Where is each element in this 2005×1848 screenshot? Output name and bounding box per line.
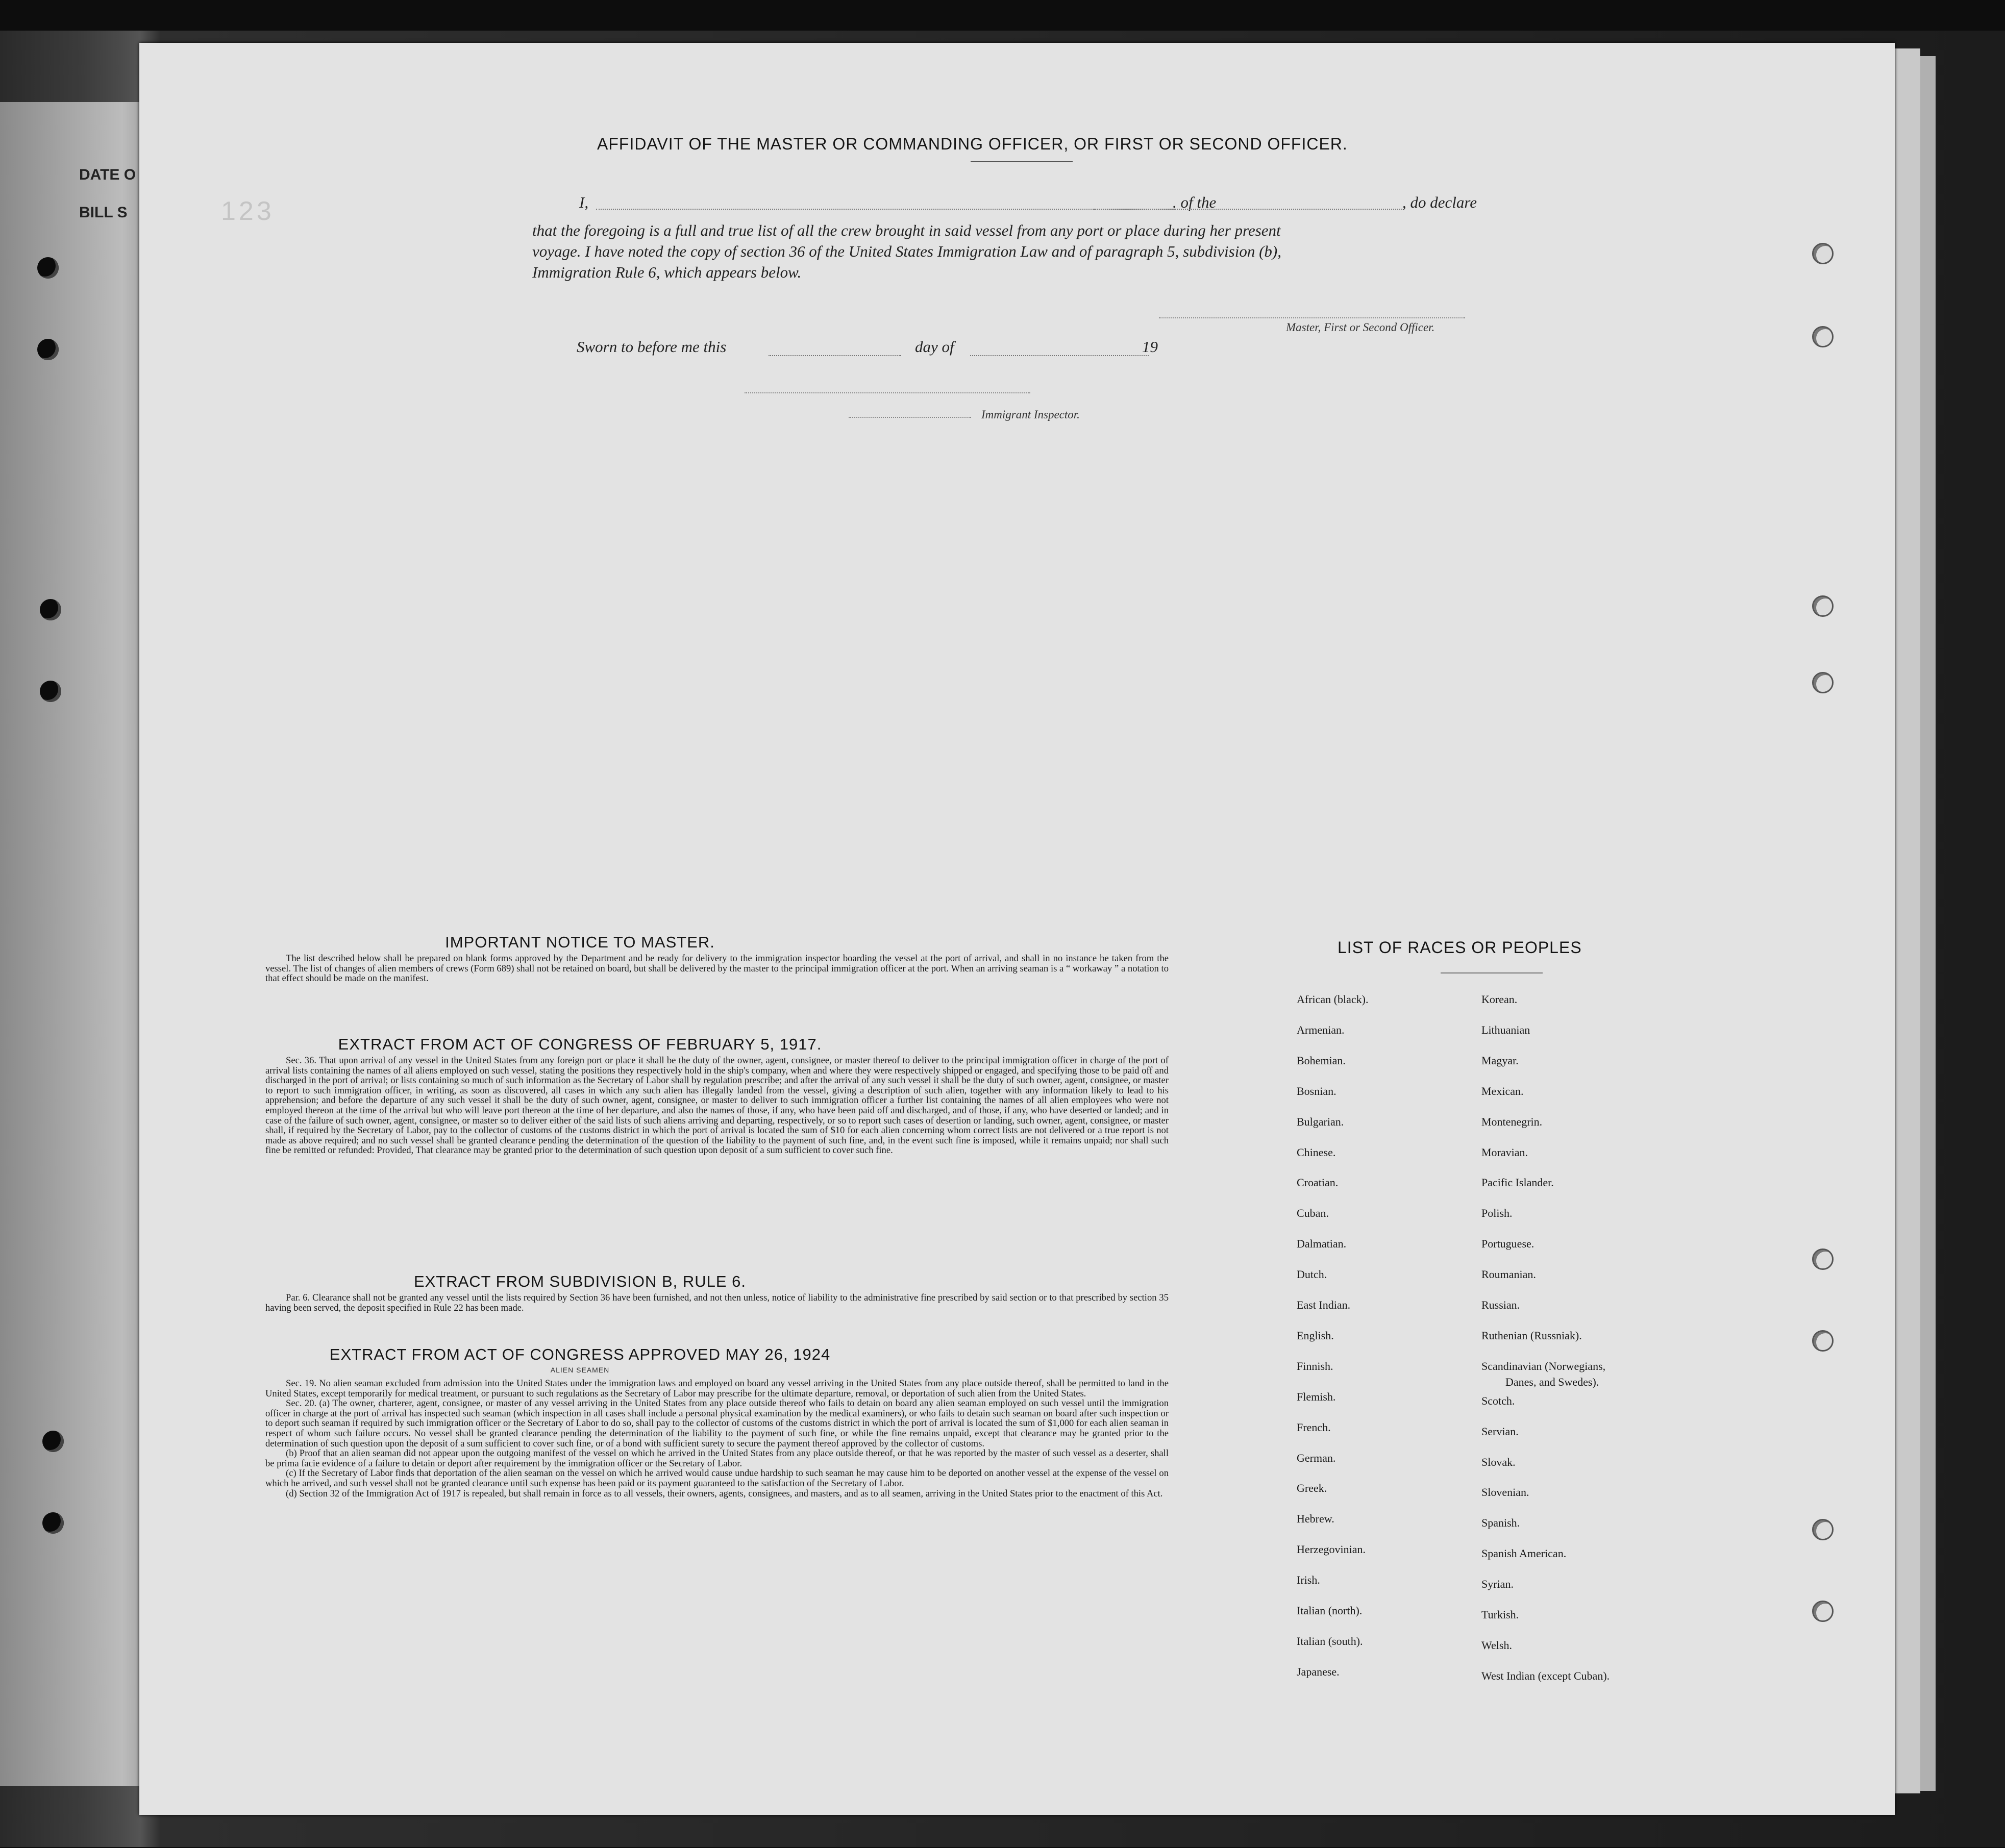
race-left-item: Herzegovinian. [1297,1543,1366,1556]
race-left-item: Italian (south). [1297,1634,1363,1647]
race-right-item: West Indian (except Cuban). [1481,1669,1610,1682]
race-right-item: Scandinavian (Norwegians, [1481,1359,1606,1372]
inspector-sign-line [745,392,1030,393]
race-left-item: Japanese. [1297,1665,1340,1678]
notice-title: IMPORTANT NOTICE TO MASTER. [445,933,715,951]
race-left-item: Chinese. [1297,1145,1336,1159]
race-left-item: Cuban. [1297,1207,1329,1220]
race-left-item: Dalmatian. [1297,1237,1347,1251]
race-right-item: Pacific Islander. [1481,1176,1554,1189]
race-left-item: English. [1297,1329,1334,1342]
punch-hole [1812,1248,1834,1270]
extract-1924-text [265,1379,1169,1499]
sworn-day-line [769,355,901,356]
sworn-month-line [970,355,1149,356]
punch-hole [1812,672,1834,693]
affidavit-i: I, [579,193,589,211]
extract-rule6-text: Par. 6. Clearance shall not be granted any vessel until the lists required by Section 36 have been furnished, and not then unless, notice of liability to the administrative fine prescribed by said section or to that prescribed by section 35 having been served, the deposit specified in Rule 22 has been made. [265,1292,1169,1313]
notice-text: The list described below shall be prepared on blank forms approved by the Department and be ready for delivery to the immigration inspector boarding the vessel at the port of arrival, and shall in no instance be taken from the vessel. The list of changes of alien members of crews (Form 689) shall not be retained on board, but shall be delivered by the master to the principal immigration officer at the port. When an arriving seaman is a “ workaway ” a notation to that effect should be made on the manifest. [265,953,1169,984]
race-left-item: Bulgarian. [1297,1115,1344,1128]
race-right-item: Slovak. [1481,1455,1516,1468]
affidavit-line4: Immigration Rule 6, which appears below. [532,263,802,281]
section-20b: (b) Proof that an alien seaman did not appear upon the outgoing manifest of the vessel on which he arrived in the United States from any place outside thereof, or that he was reported by the master of such vessel as a deserter, shall be prima facie evidence of a failure to detain or deport after requirement by the immigration officer or the Secretary of Labor. [265,1448,1169,1469]
race-left-item: Dutch. [1297,1268,1327,1281]
signature-caption: Master, First or Second Officer. [1286,321,1435,334]
underlying-sheet [0,102,153,1786]
race-right-item: Roumanian. [1481,1268,1536,1281]
affidavit-title: AFFIDAVIT OF THE MASTER OR COMMANDING OFFICER, OR FIRST OR SECOND OFFICER. [597,135,1348,153]
extract-1917-text: Sec. 36. That upon arrival of any vessel in the United States from any foreign port or place it shall be the duty of the owner, agent, consignee, or master thereof to deliver to the principal immigration officer in charge of the port of arrival lists containing the names of all aliens employed on such vessel, stating the positions they respectively hold in the ship's company, when and where they were respectively shipped or engaged, and specifying those to be paid off and discharged in the port of arrival; or lists containing so much of such information as the Secretary of Labor shall by regulation prescribe; and after the arrival of any such vessel it shall be the duty of such owner, agent, consignee, or master to report to such immigration officer, in writing, as soon as discovered, all cases in which any such alien has illegally landed from the vessel, giving a description of such alien, together with any information likely to lead to his apprehension; and before the departure of any such vessel it shall be the duty of such owner, agent, consignee, or master to deliver to such immigration officer a further list containing the names of all alien employees who were not employed thereon at the time of the arrival but who will leave port thereon at the time of her departure, and also the names of those, if any, who have been paid off and discharged, and of those, if any, who have deserted or landed; and in case of the failure of such owner, agent, consignee, or master so to deliver either of the said lists of such aliens arriving and departing, respectively, or so to report such cases of desertion or landing, such owner, agent, consignee, or master shall, if required by the Secretary of Labor, pay to the collector of customs of the customs district in which the port of arrival is located the sum of $10 for each alien concerning whom correct lists are not delivered or a true report is not made as above required; and no such vessel shall be granted clearance pending the determination of the question of the liability to the payment of such fine, and, in the event such fine is imposed, while it remains unpaid; nor shall such fine be remitted or refunded: Provided, That clearance may be granted prior to the determination of such question upon deposit of a sum sufficient to cover such fine. [265,1055,1169,1156]
race-right-item: Welsh. [1481,1638,1512,1652]
extract-1924-title: EXTRACT FROM ACT OF CONGRESS APPROVED MAY 26, 1924 [329,1345,831,1363]
day-of: day of [915,338,954,356]
race-right-item: Slovenian. [1481,1486,1529,1499]
race-left-item: Croatian. [1297,1176,1339,1189]
race-left-item: East Indian. [1297,1298,1351,1311]
races-title: LIST OF RACES OR PEOPLES [1338,938,1582,957]
race-left-item: German. [1297,1451,1336,1464]
races-underline [1441,972,1543,973]
name-line [596,209,1175,210]
race-right-item: Moravian. [1481,1145,1528,1159]
section-20c: (c) If the Secretary of Labor finds that deportation of the alien seaman on the vessel on which he arrived would cause undue hardship to such seaman he may cause him to be deported on another vessel at the expense of the vessel on which he arrived, and such vessel shall not be granted clearance until such expense has been paid or its payment guaranteed to the satisfaction of the Secretary of Labor. [265,1468,1169,1489]
signature-line [1159,317,1465,318]
race-left-item: Hebrew. [1297,1512,1334,1526]
title-underline [971,161,1073,162]
vessel-line [1094,209,1402,210]
race-left-item: Italian (north). [1297,1604,1363,1617]
race-continuation: Danes, and Swedes). [1505,1376,1599,1388]
punch-hole [1812,243,1834,264]
race-right-item: Korean. [1481,993,1518,1006]
affidavit-of-the: . of the [1173,193,1217,211]
punch-hole [1812,1601,1834,1622]
punch-hole [37,339,59,360]
page-number: 123 [221,196,275,226]
extract-1924-subtitle: ALIEN SEAMEN [550,1366,610,1374]
race-right-item: Montenegrin. [1481,1115,1543,1128]
race-left-item: Greek. [1297,1482,1327,1495]
side-label-date: DATE O [79,166,136,183]
race-left-item: French. [1297,1420,1331,1434]
race-right-item: Russian. [1481,1298,1520,1311]
punch-hole [1812,595,1834,617]
punch-hole [1812,326,1834,347]
affidavit-declare: , do declare [1402,193,1477,211]
section-20d: (d) Section 32 of the Immigration Act of 1917 is repealed, but shall remain in force as to all vessels, their owners, agents, consignees, and masters, and as to all seamen, arriving in the United States prior to the enactment of this Act. [286,1488,1163,1499]
inspector-name-line [849,417,971,418]
race-left-item: Armenian. [1297,1023,1345,1036]
document-page [139,43,1895,1815]
race-right-item: Turkish. [1481,1608,1519,1621]
affidavit-line3: voyage. I have noted the copy of section 36 of the United States Immigration Law and of paragraph 5, subdivision (b), [532,242,1281,260]
race-right-item: Spanish. [1481,1516,1520,1530]
punch-hole [42,1431,64,1452]
affidavit-line2: that the foregoing is a full and true list of all the crew brought in said vessel from any port or place during her present [532,221,1281,239]
race-right-item: Lithuanian [1481,1023,1530,1036]
punch-hole [1812,1330,1834,1352]
race-left-item: Irish. [1297,1574,1320,1587]
punch-hole [37,257,59,279]
section-19: Sec. 19. No alien seaman excluded from admission into the United States under the immigration laws and employed on board any vessel arriving in the United States from any place outside thereof, shall be permitted to land in the United States, except temporarily for medical treatment, or pursuant to such regulations as the Secretary of Labor may prescribe for the ultimate departure, removal, or deportation of such alien from the United States. [265,1378,1169,1399]
inspector-caption: Immigrant Inspector. [981,408,1080,421]
race-right-item: Ruthenian (Russniak). [1481,1329,1582,1342]
race-right-item: Servian. [1481,1425,1519,1438]
race-right-item: Portuguese. [1481,1237,1534,1251]
punch-hole [40,599,61,620]
section-20a: Sec. 20. (a) The owner, charterer, agent, consignee, or master of any vessel arriving in the United States from any place outside thereof who fails to detain on board any alien seaman employed on such vessel until the immigration officer in charge at the port of arrival has inspected such seaman (which inspection in all cases shall include a personal physical examination by the medical examiners), or who fails to detain such seaman on board after such inspection or to deport such seaman if required by such immigration officer or the Secretary of Labor to do so, shall pay to the collector of customs of the customs district in which the port of arrival is located the sum of $1,000 for each alien seaman in respect of whom such failure occurs. No vessel shall be granted clearance pending the determination of the liability to the payment of such fine, or while the fine remains unpaid, except that clearance may be granted prior to the determination of such question upon the deposit of a sum sufficient to cover such fine, or of a bond with sufficient surety to secure the payment thereof approved by the collector of customs. [265,1398,1169,1449]
extract-rule6-title: EXTRACT FROM SUBDIVISION B, RULE 6. [413,1272,747,1290]
race-right-item: Syrian. [1481,1578,1514,1591]
punch-hole [42,1512,64,1534]
side-label-bill: BILL S [79,204,128,221]
race-left-item: Finnish. [1297,1359,1333,1372]
race-left-item: Bosnian. [1297,1084,1336,1097]
race-left-item: Flemish. [1297,1390,1336,1403]
year-prefix: 19 [1142,338,1158,356]
race-right-item: Spanish American. [1481,1547,1567,1560]
race-right-item: Scotch. [1481,1394,1515,1407]
race-right-item: Mexican. [1481,1084,1524,1097]
sworn-text: Sworn to before me this [577,338,727,356]
race-left-item: African (black). [1297,993,1369,1006]
race-right-item: Magyar. [1481,1054,1519,1067]
race-right-item: Polish. [1481,1207,1513,1220]
punch-hole [1812,1519,1834,1540]
punch-hole [40,681,61,702]
race-left-item: Bohemian. [1297,1054,1346,1067]
extract-1917-title: EXTRACT FROM ACT OF CONGRESS OF FEBRUARY 5, 1917. [338,1035,822,1053]
